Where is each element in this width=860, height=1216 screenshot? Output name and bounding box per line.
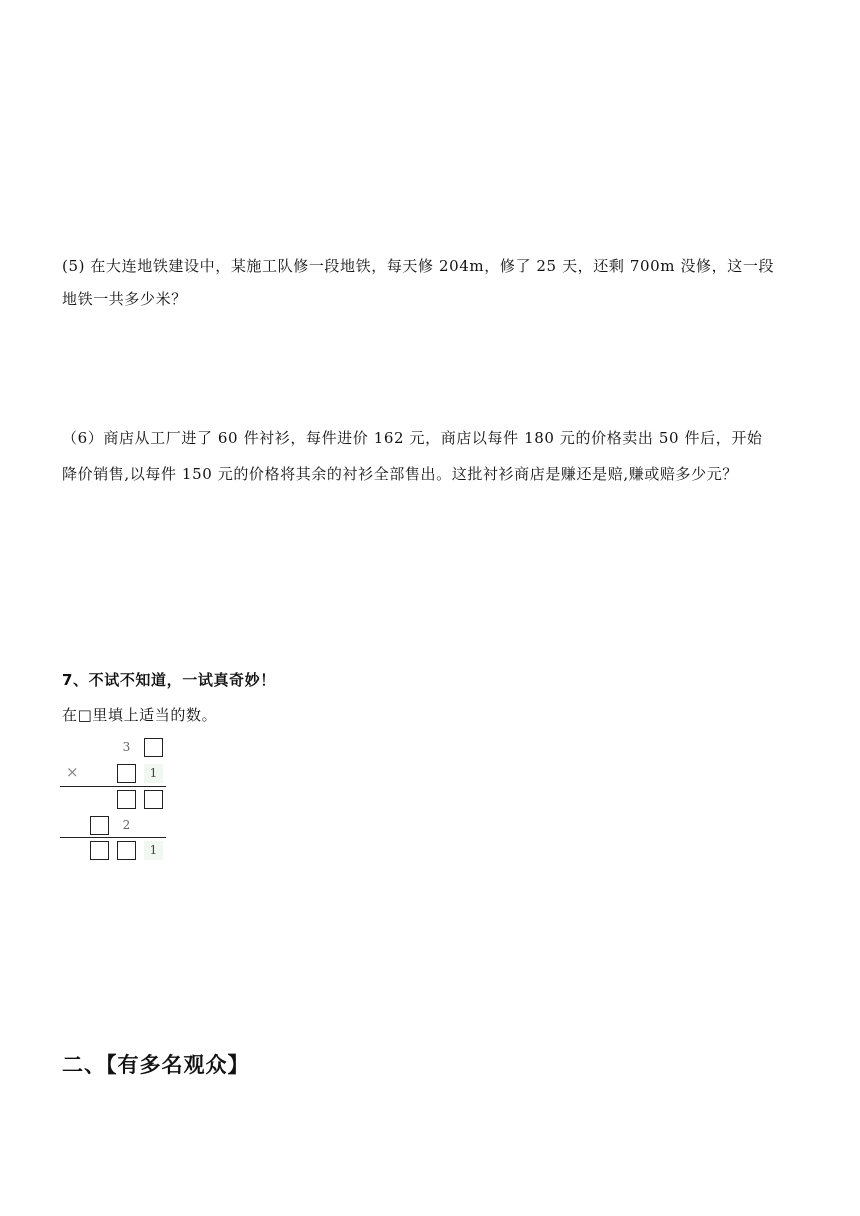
puzzle-blank-box[interactable] [144,790,163,809]
puzzle-blank-box[interactable] [117,841,136,860]
problem-5-line-2: 地铁一共多少米？ [62,290,187,308]
puzzle-rule [60,786,166,787]
puzzle-blank-box[interactable] [90,816,109,835]
puzzle-digit-1: 1 [144,841,163,860]
section-2-heading: 二、【有多名观众】 [62,1053,250,1077]
problem-7-instruction: 在□里填上适当的数。 [62,706,218,724]
puzzle-digit-2: 2 [122,818,131,832]
puzzle-digit-3: 3 [122,740,131,754]
problem-5-line-1: (5) 在大连地铁建设中，某施工队修一段地铁，每天修 204m，修了 25 天，还剩 700m 没修，这一段 [62,257,775,275]
problem-6-line-1: （6）商店从工厂进了 60 件衬衫，每件进价 162 元，商店以每件 180 元的价格卖出 50 件后，开始 [62,429,763,447]
puzzle-blank-box[interactable] [117,764,136,783]
puzzle-digit-1: 1 [144,764,163,783]
puzzle-blank-box[interactable] [144,738,163,757]
problem-6-line-2: 降价销售,以每件 150 元的价格将其余的衬衫全部售出。这批衬衫商店是赚还是赔,赚或赔多少元？ [62,465,738,483]
puzzle-rule [60,837,166,838]
multiplication-puzzle [60,735,170,865]
puzzle-blank-box[interactable] [117,790,136,809]
problem-7-title: 7、不试不知道，一试真奇妙！ [62,671,276,689]
times-sign: × [66,763,79,781]
puzzle-blank-box[interactable] [90,841,109,860]
